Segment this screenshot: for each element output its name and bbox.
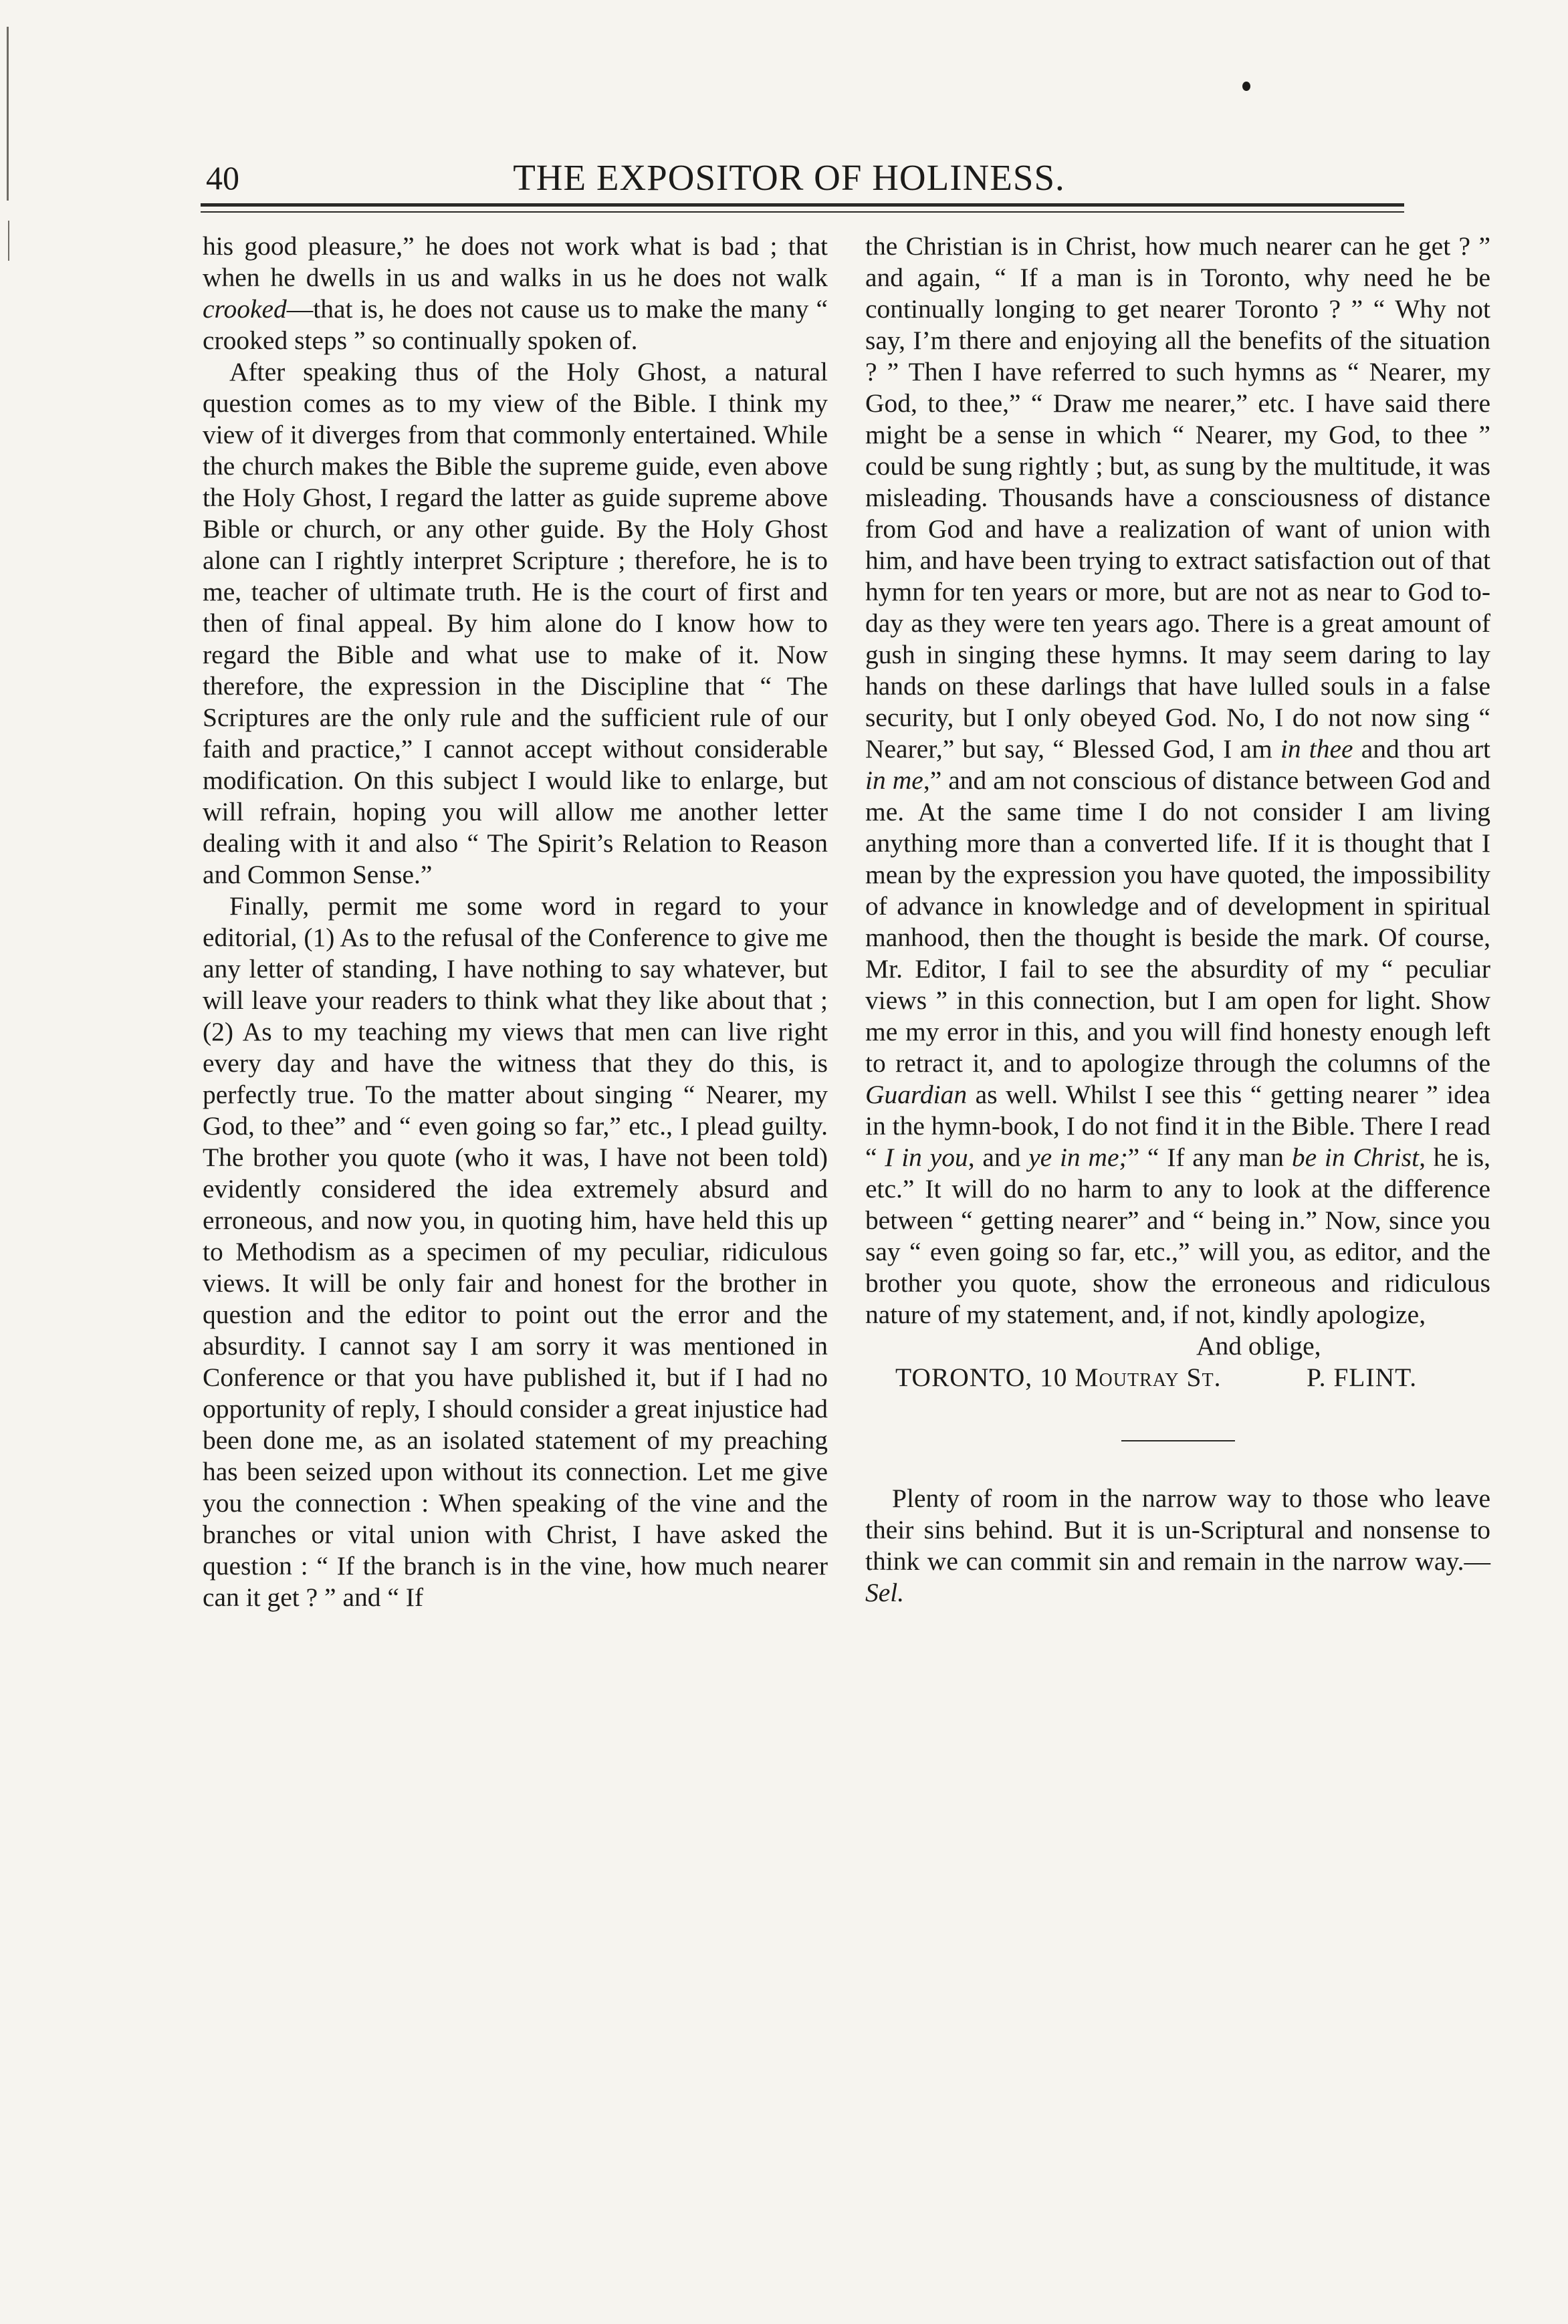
page-number: 40 xyxy=(206,159,239,197)
address: TORONTO, 10 Moutray St. xyxy=(895,1363,1222,1392)
closing-line xyxy=(865,1330,1490,1362)
quote-source: Sel. xyxy=(865,1578,905,1607)
signature: P. FLINT. xyxy=(1307,1363,1418,1392)
signature-line xyxy=(865,1362,1490,1393)
closing: And oblige, xyxy=(1196,1331,1321,1361)
quote-paragraph: Plenty of room in the narrow way to those who leave their sins behind. But it is un-Scriptural and nonsense to think we can commit sin and remain in the narrow way.—Sel. xyxy=(865,1484,1490,1607)
ink-speck xyxy=(1242,82,1250,91)
paragraph: Finally, permit me some word in regard to your editorial, (1) As to the refusal of the Conference to give me any letter of standing, I have nothing to say whatever, but will leave your readers to think what they like about that ; (2) As to my teaching my views that men can live right every day and have the witness that they do this, is perfectly true. To the matter about singing “ Nearer, my God, to thee” and “ even going so far,” etc., I plead guilty. The brother you quote (who it was, I have not been told) evidently considered the idea extremely absurd and erroneous, and now you, in quoting him, have held this up to Methodism as a specimen of my peculiar, ridiculous views. It will be only fair and honest for the brother in question and the editor to point out the error and the absurdity. I cannot say I am sorry it was mentioned in Conference or that you have published it, but if I had no opportunity of reply, I should consider a great injustice had been done me, as an isolated statement of my preaching has been seized upon without its connection. Let me give you the connection : When speaking of the vine and the branches or vital union with Christ, I have asked the question : “ If the branch is in the vine, how much nearer can it get ? ” and “ If xyxy=(203,891,828,1612)
left-column xyxy=(203,231,828,1613)
paragraph: After speaking thus of the Holy Ghost, a natural question comes as to my view of the Bible. I think my view of it diverges from that commonly entertained. While the church makes the Bible the supreme guide, even above the Holy Ghost, I regard the latter as guide supreme above Bible or church, or any other guide. By the Holy Ghost alone can I rightly interpret Scripture ; therefore, he is to me, teacher of ultimate truth. He is the court of first and then of final appeal. By him alone do I know how to regard the Bible and what use to make of it. Now therefore, the expression in the Discipline that “ The Scriptures are the only rule and the sufficient rule of our faith and practice,” I cannot accept without considerable modification. On this subject I would like to enlarge, but will refrain, hoping you will allow me another letter dealing with it and also “ The Spirit’s Relation to Reason and Common Sense.” xyxy=(203,357,828,889)
page-header xyxy=(160,158,1418,198)
right-column xyxy=(865,231,1490,1609)
scan-edge-mark xyxy=(8,221,9,261)
header-rule xyxy=(201,203,1404,207)
running-title: THE EXPOSITOR OF HOLINESS. xyxy=(513,157,1065,198)
section-divider xyxy=(1121,1440,1235,1441)
scan-edge-mark xyxy=(7,27,9,201)
paragraph: his good pleasure,” he does not work what is bad ; that when he dwells in us and walks in us he does not walk crooked—that is, he does not cause us to make the many “ crooked steps ” so continually spoken of. xyxy=(203,231,828,355)
paragraph: the Christian is in Christ, how much nearer can he get ? ” and again, “ If a man is in Toronto, why need he be continually longing to get nearer Toronto ? ” “ Why not say, I’m there and enjoying all the benefits of the situation ? ” Then I have referred to such hymns as “ Nearer, my God, to thee,” “ Draw me nearer,” etc. I have said there might be a sense in which “ Nearer, my God, to thee ” could be sung rightly ; but, as sung by the multitude, it was misleading. Thousands have a consciousness of distance from God and have a realization of want of union with him, and have been trying to extract satisfaction out of that hymn for ten years or more, but are not as near to God to-day as they were ten years ago. There is a great amount of gush in singing these hymns. It may seem daring to lay hands on these darlings that have lulled souls in a false security, but I only obeyed God. No, I do not now sing “ Nearer,” but say, “ Blessed God, I am in thee and thou art in me,” and am not conscious of distance between God and me. At the same time I do not consider I am living anything more than a converted life. If it is thought that I mean by the expression you have quoted, the impossibility of advance in knowledge and of development in spiritual manhood, then the thought is beside the mark. Of course, Mr. Editor, I fail to see the absurdity of my “ peculiar views ” in this connection, but I am open for light. Show me my error in this, and you will find honesty enough left to retract it, and to apologize through the columns of the Guardian as well. Whilst I see this “ getting nearer ” idea in the hymn-book, I do not find it in the Bible. There I read “ I in you, and ye in me;” “ If any man be in Christ, he is, etc.” It will do no harm to any to look at the difference between “ getting nearer” and “ being in.” Now, since you say “ even going so far, etc.,” will you, as editor, and the brother you quote, show the erroneous and ridiculous nature of my statement, and, if not, kindly apologize, xyxy=(865,231,1491,1329)
header-rule-thin xyxy=(201,211,1404,213)
